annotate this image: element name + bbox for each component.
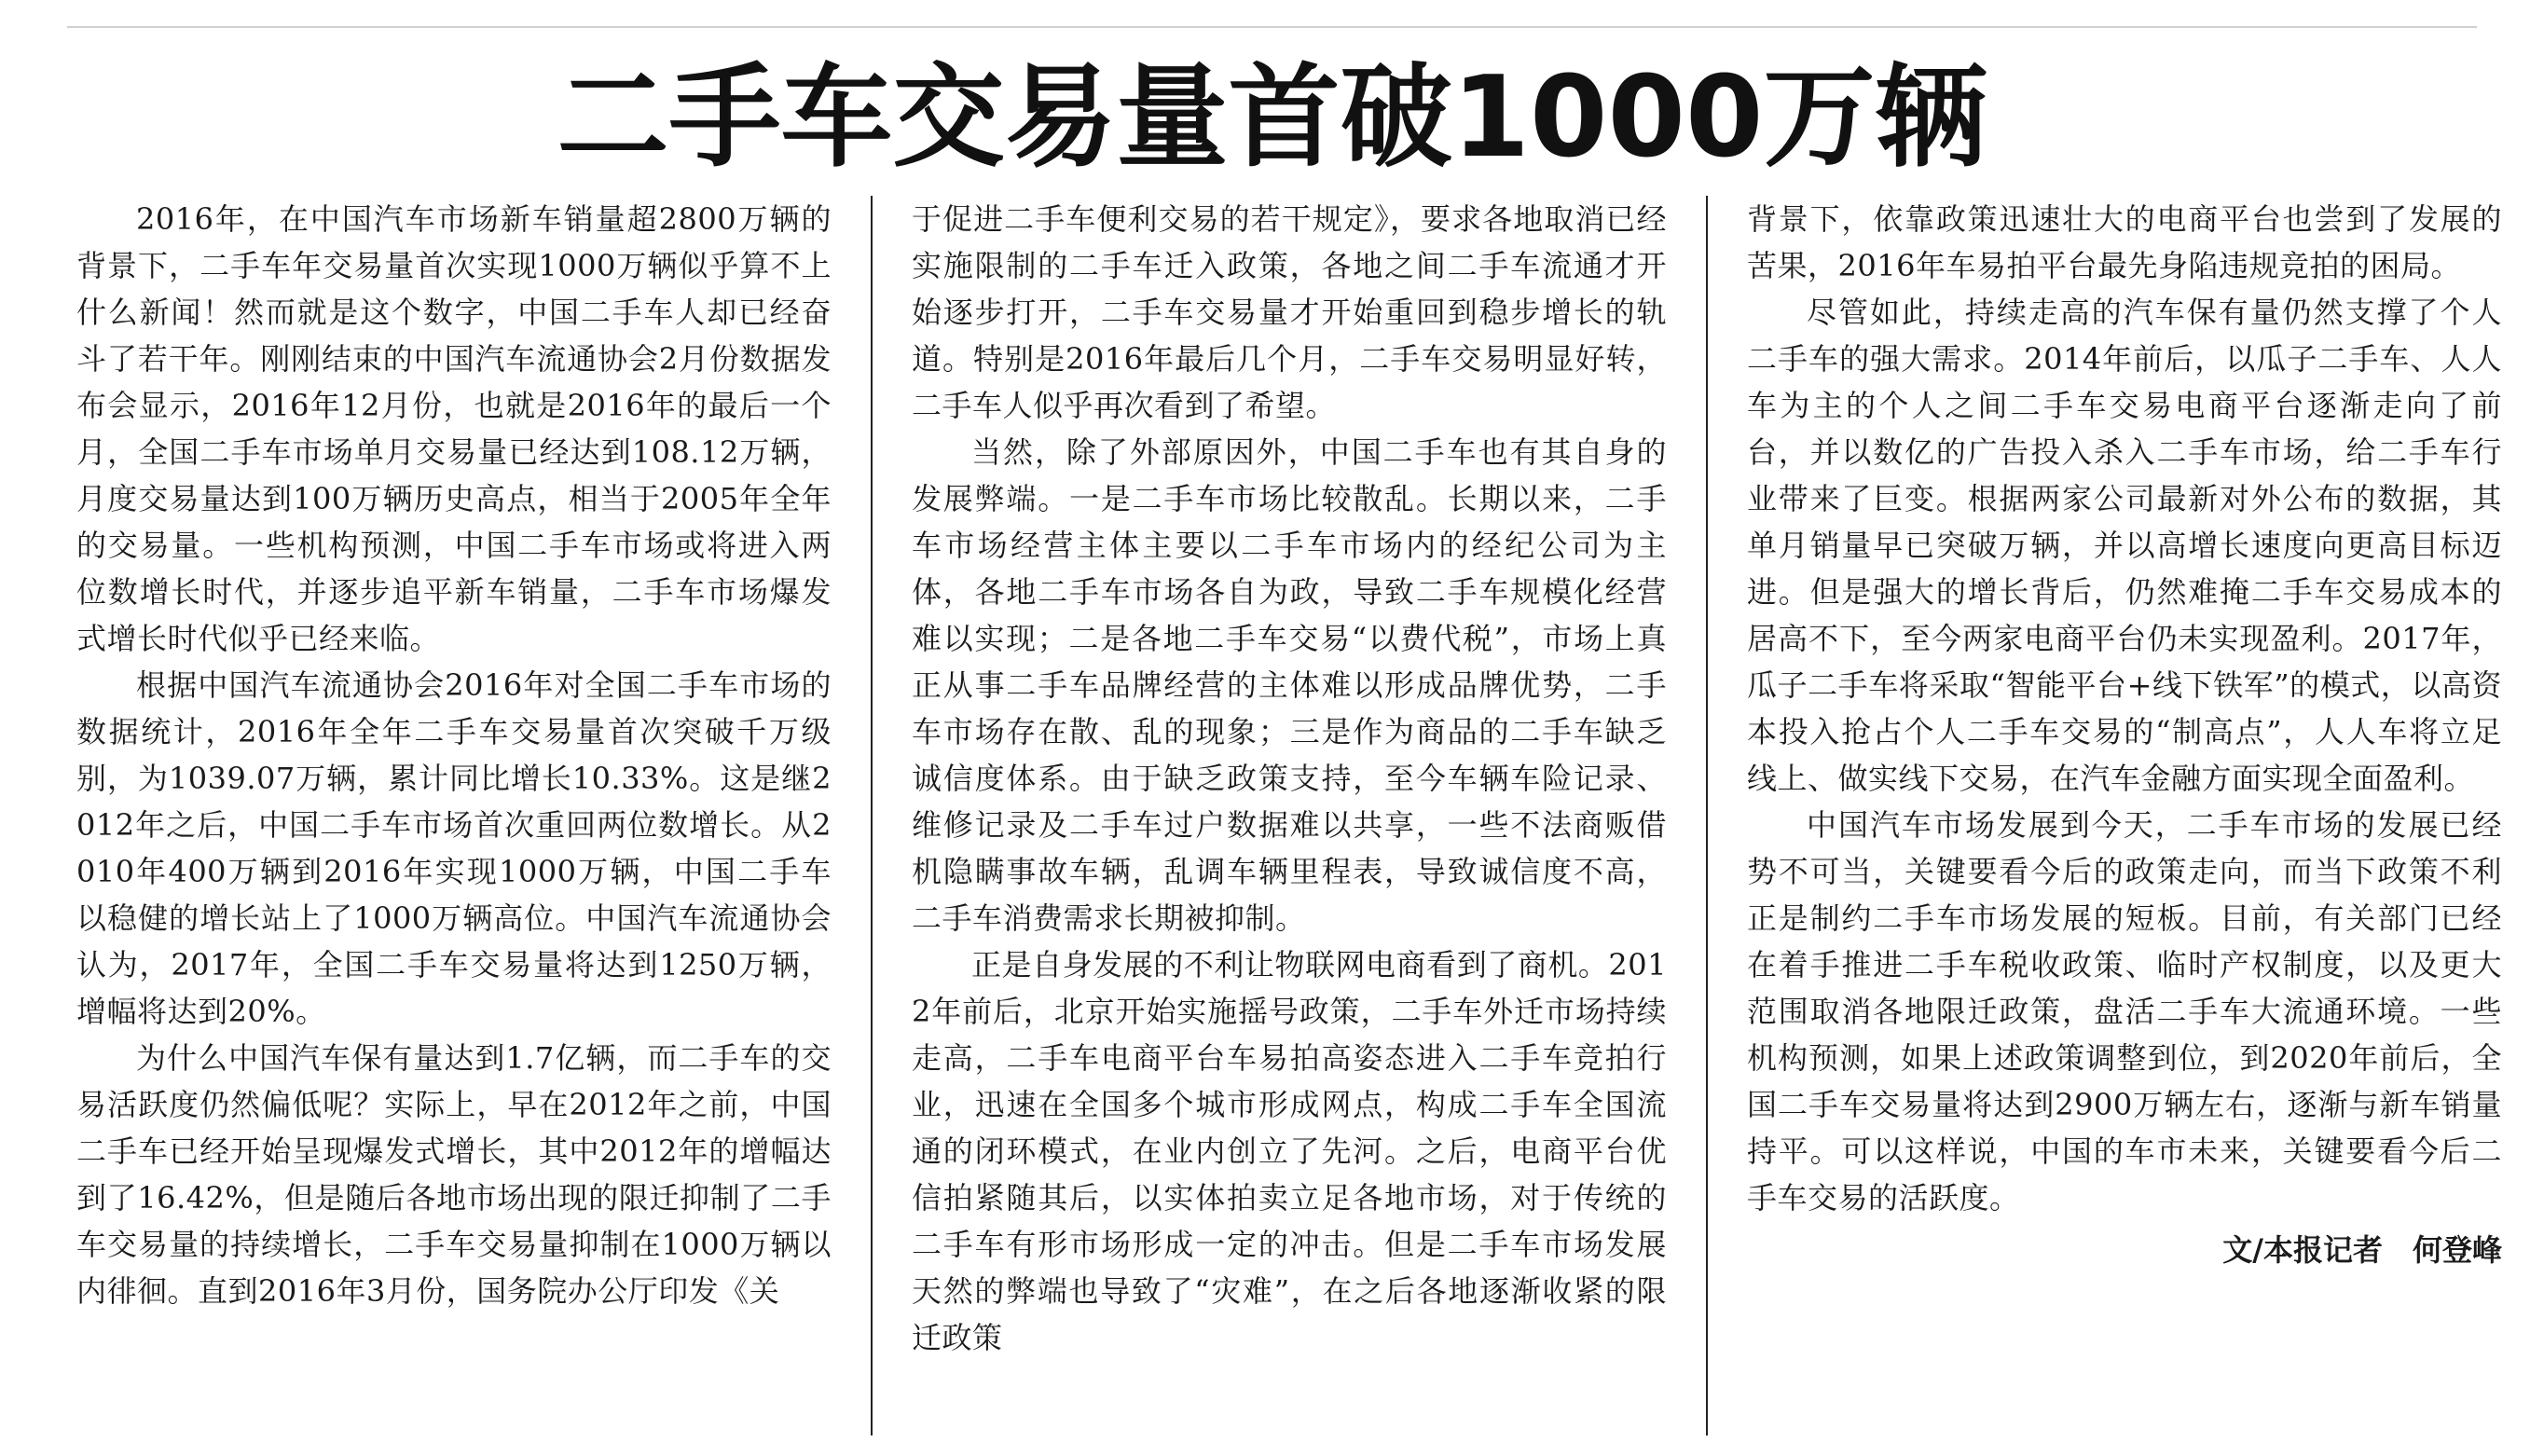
paragraph: 于促进二手车便利交易的若干规定》，要求各地取消已经实施限制的二手车迁入政策，各地之间二手车流通才开始逐步打开，二手车交易量才开始重回到稳步增长的轨道。特别是2016年最后几个月，二手车交易明显好转，二手车人似乎再次看到了希望。: [912, 201, 1667, 423]
headline: 二手车交易量首破1000万辆: [557, 53, 1987, 183]
column-3: [1706, 196, 2502, 1435]
top-rule: [67, 26, 2477, 28]
paragraph: 正是自身发展的不利让物联网电商看到了商机。2012年前后，北京开始实施摇号政策，二手车外迁市场持续走高，二手车电商平台车易拍高姿态进入二手车竞拍行业，迅速在全国多个城市形成网点，构成二手车全国流通的闭环模式，在业内创立了先河。之后，电商平台优信拍紧随其后，以实体拍卖立足各地市场，对于传统的二手车有形市场形成一定的冲击。但是二手车市场发展天然的弊端也导致了“灾难”，在之后各地逐渐收紧的限迁政策: [912, 947, 1667, 1355]
paragraph: 当然，除了外部原因外，中国二手车也有其自身的发展弊端。一是二手车市场比较散乱。长期以来，二手车市场经营主体主要以二手车市场内的经纪公司为主体，各地二手车市场各自为政，导致二手车规模化经营难以实现；二是各地二手车交易“以费代税”，市场上真正从事二手车品牌经营的主体难以形成品牌优势，二手车市场存在散、乱的现象；三是作为商品的二手车缺乏诚信度体系。由于缺乏政策支持，至今车辆车险记录、维修记录及二手车过户数据难以共享，一些不法商贩借机隐瞒事故车辆，乱调车辆里程表，导致诚信度不高，二手车消费需求长期被抑制。: [912, 434, 1667, 936]
paragraph: 背景下，依靠政策迅速壮大的电商平台也尝到了发展的苦果，2016年车易拍平台最先身陷违规竞拍的困局。: [1747, 201, 2502, 283]
byline: 文/本报记者 何登峰: [2222, 1232, 2502, 1268]
paragraph: 根据中国汽车流通协会2016年对全国二手车市场的数据统计，2016年全年二手车交易量首次突破千万级别，为1039.07万辆，累计同比增长10.33%。这是继2012年之后，中国二手车市场首次重回两位数增长。从2010年400万辆到2016年实现1000万辆，中国二手车以稳健的增长站上了1000万辆高位。中国汽车流通协会认为，2017年，全国二手车交易量将达到1250万辆，增幅将达到20%。: [76, 667, 832, 1029]
paragraph: 2016年，在中国汽车市场新车销量超2800万辆的背景下，二手车年交易量首次实现1000万辆似乎算不上什么新闻！然而就是这个数字，中国二手车人却已经奋斗了若干年。刚刚结束的中国汽车流通协会2月份数据发布会显示，2016年12月份，也就是2016年的最后一个月，全国二手车市场单月交易量已经达到108.12万辆，月度交易量达到100万辆历史高点，相当于2005年全年的交易量。一些机构预测，中国二手车市场或将进入两位数增长时代，并逐步追平新车销量，二手车市场爆发式增长时代似乎已经来临。: [76, 201, 832, 656]
paragraph: 中国汽车市场发展到今天，二手车市场的发展已经势不可当，关键要看今后的政策走向，而当下政策不利正是制约二手车市场发展的短板。目前，有关部门已经在着手推进二手车税收政策、临时产权制度，以及更大范围取消各地限迁政策，盘活二手车大流通环境。一些机构预测，如果上述政策调整到位，到2020年前后，全国二手车交易量将达到2900万辆左右，逐渐与新车销量持平。可以这样说，中国的车市未来，关键要看今后二手车交易的活跃度。: [1747, 807, 2502, 1216]
column-2: [871, 196, 1706, 1435]
column-1: [76, 196, 871, 1435]
paragraph: 为什么中国汽车保有量达到1.7亿辆，而二手车的交易活跃度仍然偏低呢？实际上，早在2012年之前，中国二手车已经开始呈现爆发式增长，其中2012年的增幅达到了16.42%，但是随后各地市场出现的限迁抑制了二手车交易量的持续增长，二手车交易量抑制在1000万辆以内徘徊。直到2016年3月份，国务院办公厅印发《关: [76, 1040, 832, 1309]
article-body: [76, 196, 2502, 1435]
paragraph: 尽管如此，持续走高的汽车保有量仍然支撑了个人二手车的强大需求。2014年前后，以瓜子二手车、人人车为主的个人之间二手车交易电商平台逐渐走向了前台，并以数亿的广告投入杀入二手车市场，给二手车行业带来了巨变。根据两家公司最新对外公布的数据，其单月销量早已突破万辆，并以高增长速度向更高目标迈进。但是强大的增长背后，仍然难掩二手车交易成本的居高不下，至今两家电商平台仍未实现盈利。2017年，瓜子二手车将采取“智能平台+线下铁军”的模式，以高资本投入抢占个人二手车交易的“制高点”，人人车将立足线上、做实线下交易，在汽车金融方面实现全面盈利。: [1747, 295, 2502, 796]
